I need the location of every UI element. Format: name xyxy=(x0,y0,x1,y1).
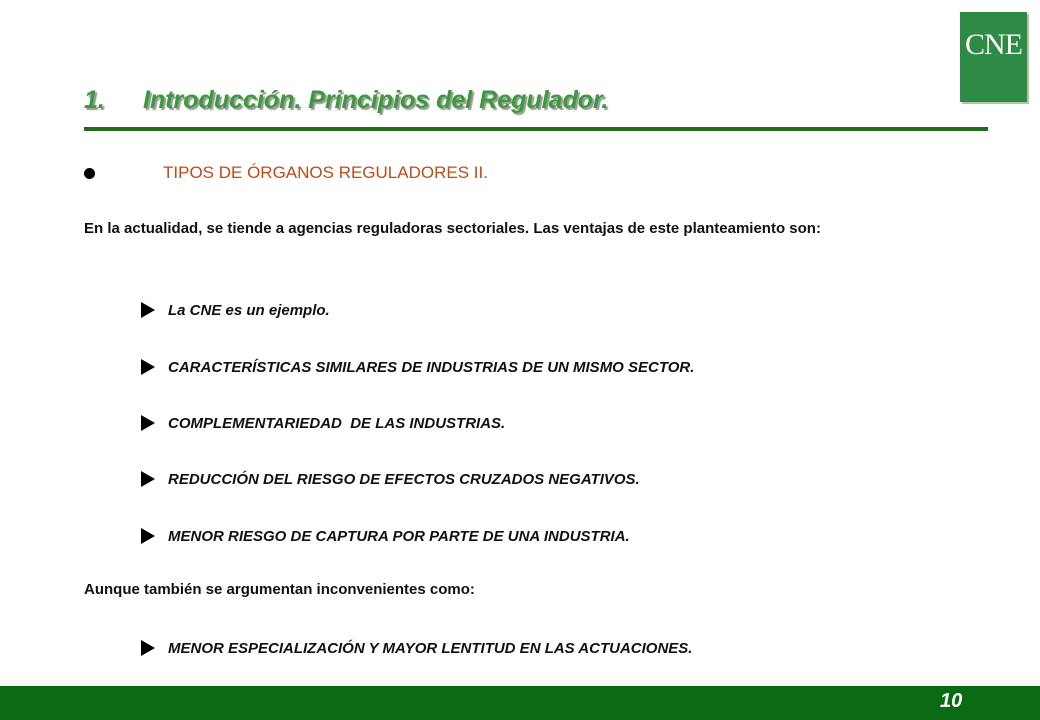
disadvantage-item xyxy=(141,638,692,658)
logo-text: CNE xyxy=(965,28,1022,61)
advantage-text: COMPLEMENTARIEDAD DE LAS INDUSTRIAS. xyxy=(168,414,506,432)
arrow-bullet-icon xyxy=(141,302,155,318)
arrow-bullet-icon xyxy=(141,528,155,544)
title-number: 1. xyxy=(84,86,105,114)
title-text: Introducción. Principios del Regulador. xyxy=(143,86,609,114)
advantage-item xyxy=(141,357,694,377)
section-heading xyxy=(84,161,488,185)
cne-logo xyxy=(960,12,1027,102)
advantage-item xyxy=(141,526,630,546)
arrow-bullet-icon xyxy=(141,471,155,487)
advantage-text: MENOR RIESGO DE CAPTURA POR PARTE DE UNA INDUSTRIA. xyxy=(168,527,630,545)
advantage-item xyxy=(141,300,330,320)
page-number: 10 xyxy=(940,690,963,712)
advantage-item xyxy=(141,469,640,489)
intro-paragraph: En la actualidad, se tiende a agencias reguladoras sectoriales. Las ventajas de este planteamiento son: xyxy=(84,220,821,237)
advantage-text: REDUCCIÓN DEL RIESGO DE EFECTOS CRUZADOS NEGATIVOS. xyxy=(168,470,640,488)
arrow-bullet-icon xyxy=(141,640,155,656)
footer-bar xyxy=(0,686,1040,720)
arrow-bullet-icon xyxy=(141,359,155,375)
disadvantages-intro: Aunque también se argumentan inconvenientes como: xyxy=(84,581,475,598)
disadvantage-text: MENOR ESPECIALIZACIÓN Y MAYOR LENTITUD EN LAS ACTUACIONES. xyxy=(168,639,693,657)
section-label: TIPOS DE ÓRGANOS REGULADORES II. xyxy=(163,163,488,182)
bullet-dot-icon xyxy=(84,168,95,179)
advantage-item xyxy=(141,413,505,433)
arrow-bullet-icon xyxy=(141,415,155,431)
slide-title xyxy=(84,86,608,115)
advantage-text: La CNE es un ejemplo. xyxy=(168,301,330,319)
title-divider xyxy=(84,127,988,131)
advantage-text: CARACTERÍSTICAS SIMILARES DE INDUSTRIAS DE UN MISMO SECTOR. xyxy=(168,358,695,376)
